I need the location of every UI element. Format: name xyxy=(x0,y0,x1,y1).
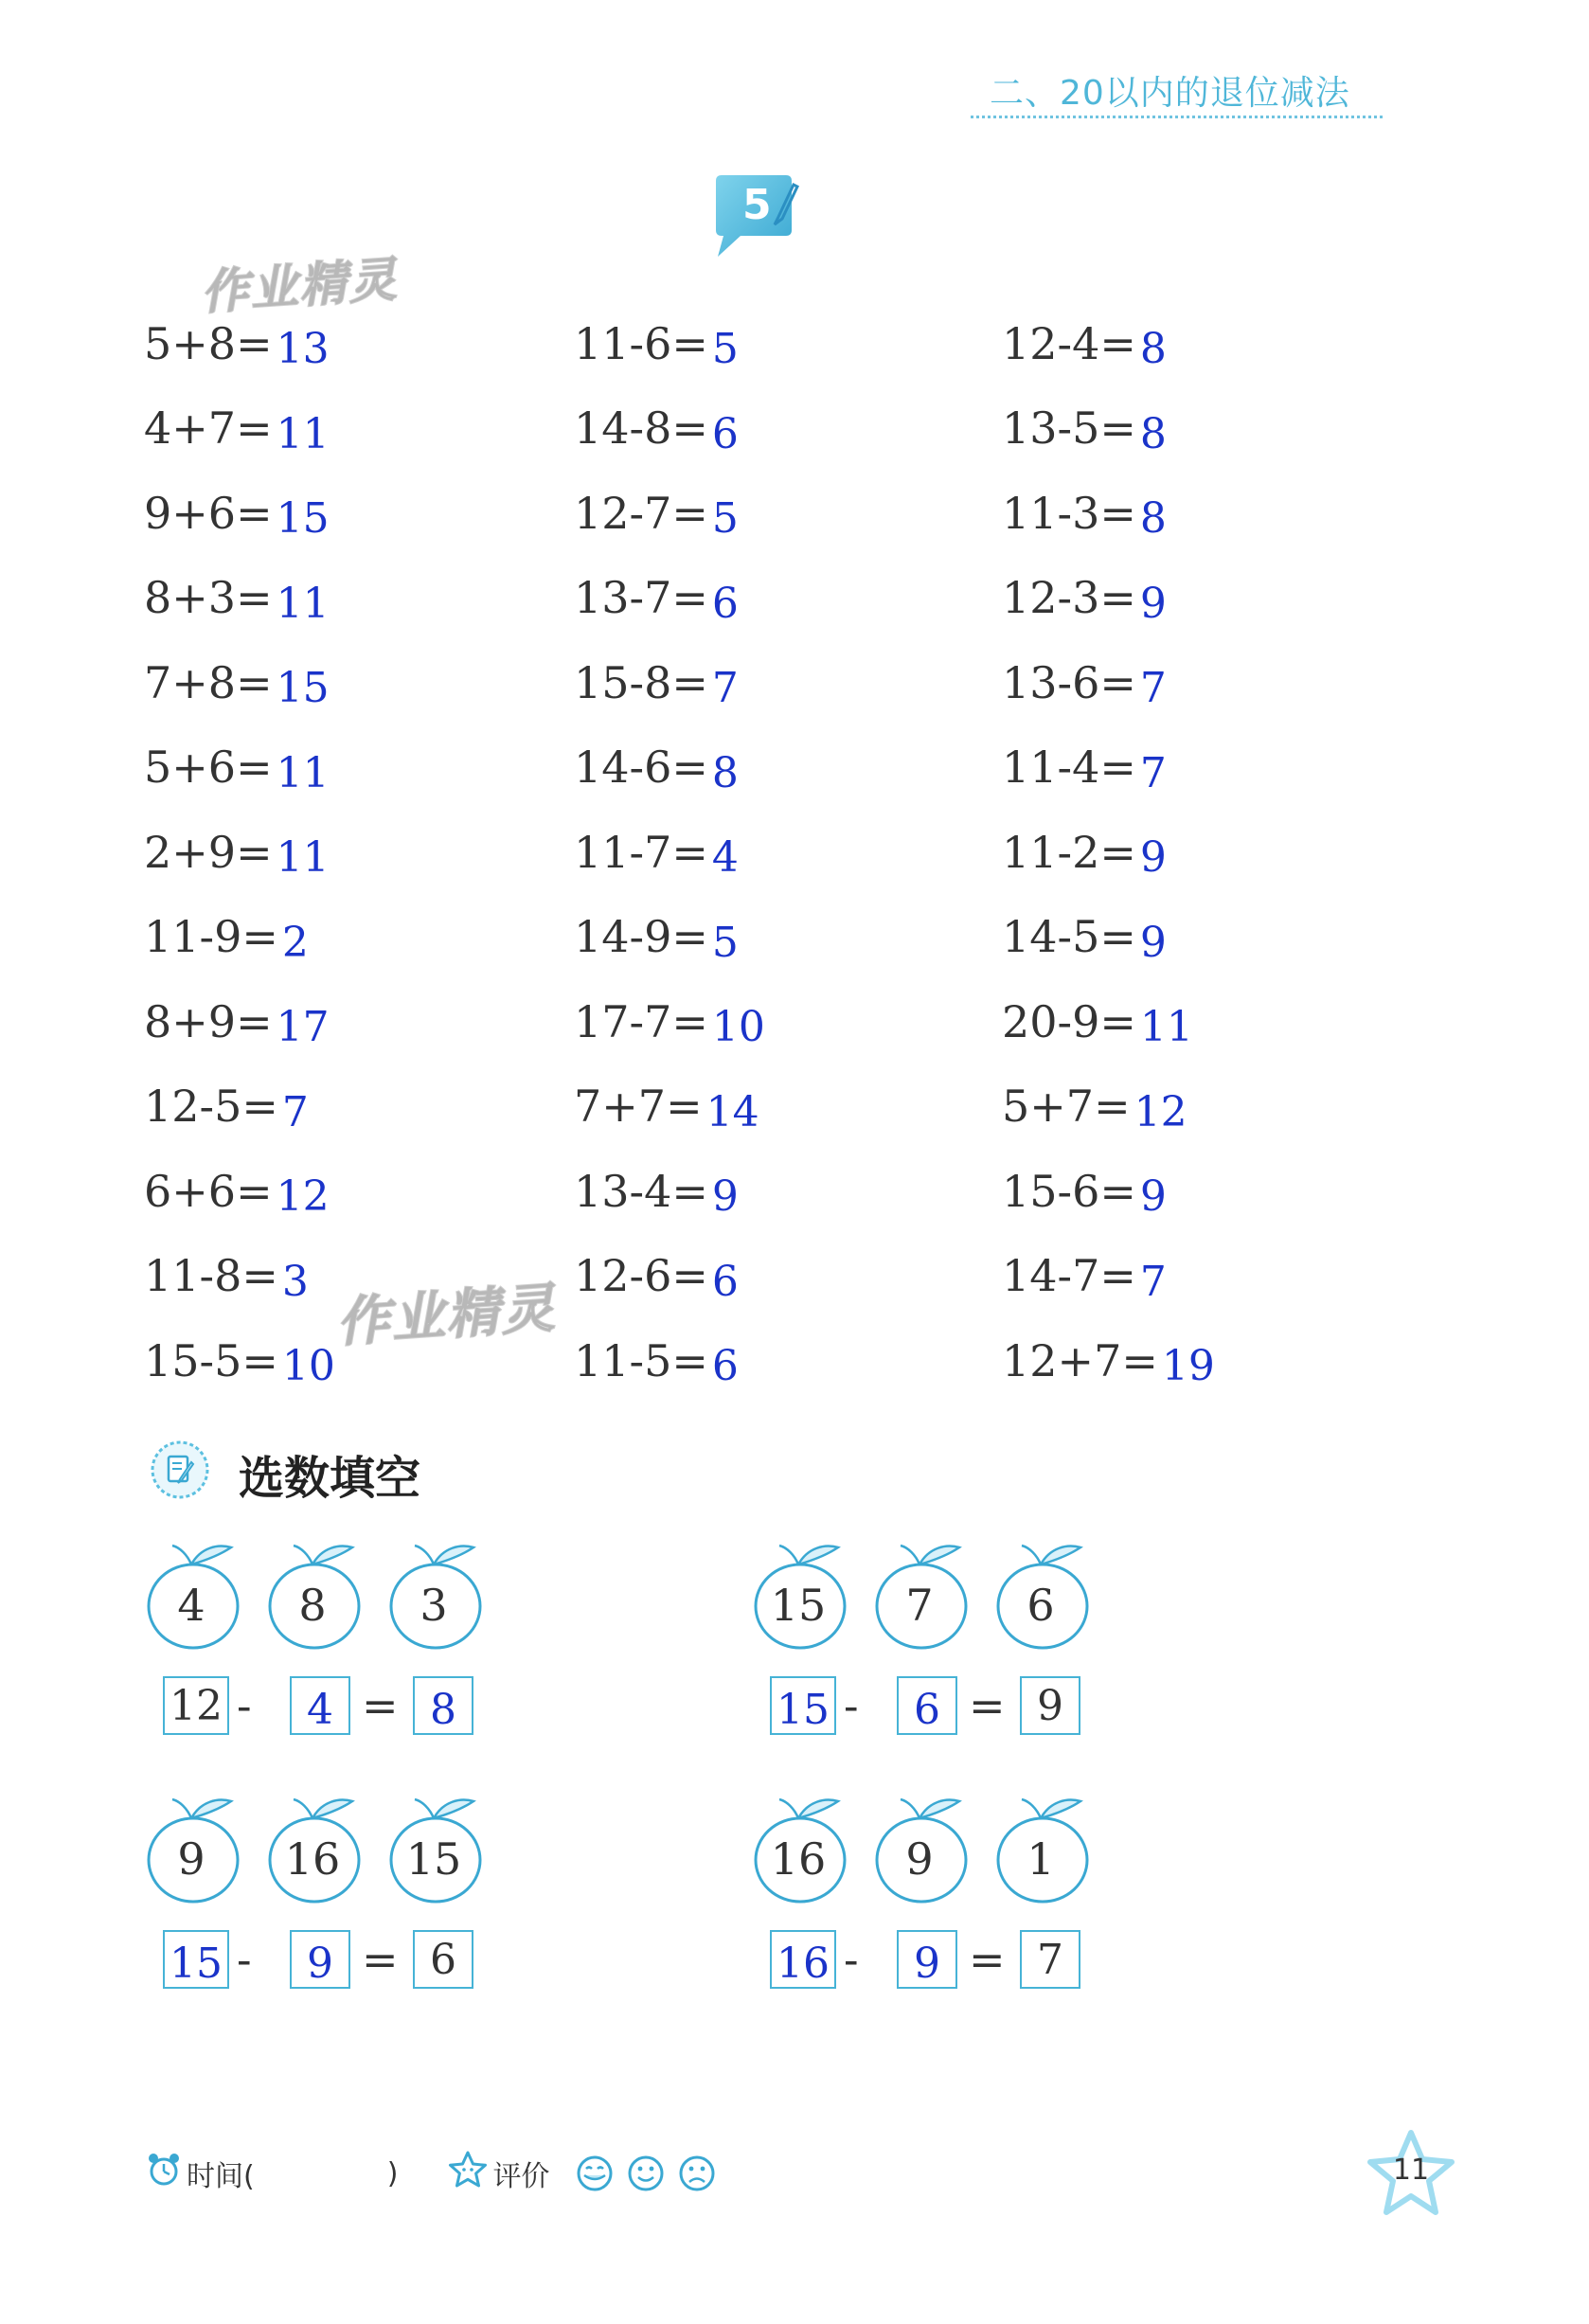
equation-question: 14-5= xyxy=(1002,911,1136,963)
sad-face-icon[interactable] xyxy=(678,2154,716,2192)
answer-row xyxy=(163,1676,561,1743)
minus-sign: - xyxy=(844,1934,859,1985)
equation-question: 2+9= xyxy=(144,826,273,878)
watermark-mid: 作业精灵 xyxy=(334,1277,559,1355)
equation-question: 12-3= xyxy=(1002,572,1136,624)
apple-number: 9 xyxy=(177,1833,205,1885)
equation-question: 5+8= xyxy=(144,317,273,369)
answer-box[interactable]: 12 xyxy=(163,1676,229,1735)
pencil-note-icon xyxy=(150,1439,210,1500)
equation-question: 11-4= xyxy=(1002,742,1136,794)
section-title: 选数填空 xyxy=(239,1452,421,1505)
equation-answer[interactable]: 5 xyxy=(711,325,739,374)
star-icon xyxy=(447,2150,489,2197)
equation-answer[interactable]: 14 xyxy=(705,1087,759,1136)
equation-row xyxy=(1002,895,1215,980)
minus-sign: - xyxy=(844,1680,859,1731)
equation-row xyxy=(574,895,765,980)
equation-answer[interactable]: 7 xyxy=(281,1087,309,1136)
apple-options xyxy=(751,1534,1149,1657)
answer-box[interactable]: 15 xyxy=(770,1676,836,1735)
equation-answer[interactable]: 4 xyxy=(711,833,739,883)
apple-number: 7 xyxy=(905,1580,934,1631)
fill-problem-3 xyxy=(144,1788,542,2025)
equation-answer[interactable]: 15 xyxy=(276,494,330,544)
equals-sign: = xyxy=(362,1934,399,1985)
equation-question: 12-7= xyxy=(574,487,708,539)
equation-answer[interactable]: 11 xyxy=(276,748,330,797)
page-number: 11 xyxy=(1392,2154,1430,2187)
equation-answer[interactable]: 6 xyxy=(711,409,739,458)
equation-row xyxy=(144,1234,335,1319)
equation-answer[interactable]: 12 xyxy=(1134,1087,1187,1136)
answer-box[interactable]: 6 xyxy=(413,1930,473,1989)
equation-answer[interactable]: 7 xyxy=(1139,664,1167,713)
equation-column-3 xyxy=(1002,301,1215,1403)
equation-question: 4+7= xyxy=(144,402,273,455)
equation-answer[interactable]: 8 xyxy=(1139,325,1167,374)
equation-question: 20-9= xyxy=(1002,995,1136,1047)
equation-answer[interactable]: 8 xyxy=(1139,409,1167,458)
equation-answer[interactable]: 5 xyxy=(711,918,739,967)
equals-sign: = xyxy=(969,1934,1006,1985)
page-number-badge xyxy=(1364,2129,1458,2219)
apple-icon[interactable] xyxy=(751,1788,855,1906)
apple-options xyxy=(144,1534,542,1657)
alarm-clock-icon xyxy=(147,2152,181,2195)
lesson-badge xyxy=(712,173,807,259)
rating-label: 评价 xyxy=(492,2160,550,2193)
equation-row xyxy=(144,1064,335,1150)
apple-number: 8 xyxy=(298,1580,327,1631)
equation-column-2 xyxy=(574,301,765,1403)
apple-icon[interactable] xyxy=(751,1534,855,1653)
equation-answer[interactable]: 8 xyxy=(1139,494,1167,544)
apple-number: 4 xyxy=(177,1580,205,1631)
answer-row xyxy=(770,1676,1168,1743)
equation-question: 6+6= xyxy=(144,1165,273,1217)
equation-row xyxy=(1002,1318,1215,1403)
equation-row xyxy=(144,1318,335,1403)
watermark-top: 作业精灵 xyxy=(199,251,401,321)
equation-question: 8+9= xyxy=(144,995,273,1047)
equation-question: 13-7= xyxy=(574,572,708,624)
answer-box[interactable]: 7 xyxy=(1020,1930,1080,1989)
equation-row xyxy=(144,301,335,386)
apple-number: 6 xyxy=(1027,1580,1055,1631)
equation-answer[interactable]: 8 xyxy=(711,748,739,797)
equation-answer[interactable]: 9 xyxy=(1139,579,1167,628)
equation-row xyxy=(574,810,765,895)
equals-sign: = xyxy=(969,1680,1006,1731)
answer-box[interactable]: 6 xyxy=(897,1676,957,1735)
equation-row xyxy=(144,386,335,472)
equation-row xyxy=(1002,979,1215,1064)
apple-number: 1 xyxy=(1027,1833,1055,1885)
equation-question: 12-5= xyxy=(144,1081,278,1133)
equation-row xyxy=(1002,471,1215,556)
equation-row xyxy=(574,471,765,556)
equation-question: 11-7= xyxy=(574,826,708,878)
equation-question: 14-6= xyxy=(574,742,708,794)
equation-question: 15-5= xyxy=(144,1334,278,1386)
equation-row xyxy=(1002,301,1215,386)
equation-question: 8+3= xyxy=(144,572,273,624)
minus-sign: - xyxy=(237,1680,252,1731)
apple-icon[interactable] xyxy=(993,1788,1098,1906)
equation-question: 11-2= xyxy=(1002,826,1136,878)
time-close: ) xyxy=(386,2156,399,2190)
apple-icon[interactable] xyxy=(872,1534,976,1653)
equation-question: 13-4= xyxy=(574,1165,708,1217)
equation-question: 15-8= xyxy=(574,656,708,708)
equation-question: 17-7= xyxy=(574,995,708,1047)
chapter-title: 二、20以内的退位减法 xyxy=(990,74,1350,113)
equation-row xyxy=(574,725,765,811)
answer-box[interactable]: 16 xyxy=(770,1930,836,1989)
equals-sign: = xyxy=(362,1680,399,1731)
equation-answer[interactable]: 9 xyxy=(711,1172,739,1222)
equation-answer[interactable]: 6 xyxy=(711,1342,739,1391)
equation-answer[interactable]: 9 xyxy=(1139,1172,1167,1222)
equation-answer[interactable]: 19 xyxy=(1161,1342,1215,1391)
equation-answer[interactable]: 7 xyxy=(711,664,739,713)
apple-options xyxy=(144,1788,542,1911)
equation-row xyxy=(1002,386,1215,472)
equation-row xyxy=(574,301,765,386)
equation-question: 5+6= xyxy=(144,742,273,794)
answer-box[interactable]: 15 xyxy=(163,1930,229,1989)
equation-answer[interactable]: 5 xyxy=(711,494,739,544)
equation-row xyxy=(144,895,335,980)
equation-row xyxy=(144,725,335,811)
equation-answer[interactable]: 6 xyxy=(711,1257,739,1306)
apple-icon[interactable] xyxy=(386,1788,491,1906)
equation-row xyxy=(574,556,765,641)
equation-row xyxy=(144,556,335,641)
apple-number: 15 xyxy=(770,1580,827,1631)
equation-answer[interactable]: 9 xyxy=(1139,833,1167,883)
equation-answer[interactable]: 10 xyxy=(281,1342,335,1391)
equation-row xyxy=(574,1234,765,1319)
equation-row xyxy=(574,979,765,1064)
apple-icon[interactable] xyxy=(265,1788,369,1906)
apple-icon[interactable] xyxy=(872,1788,976,1906)
equation-answer[interactable]: 11 xyxy=(276,579,330,628)
equation-question: 7+7= xyxy=(574,1081,703,1133)
equation-row xyxy=(1002,1064,1215,1150)
equation-answer[interactable]: 17 xyxy=(276,1003,330,1052)
equation-row xyxy=(1002,1149,1215,1234)
apple-number: 16 xyxy=(284,1833,341,1885)
answer-row xyxy=(770,1930,1168,1996)
equation-question: 15-6= xyxy=(1002,1165,1136,1217)
answer-row xyxy=(163,1930,561,1996)
equation-question: 11-3= xyxy=(1002,487,1136,539)
header-divider xyxy=(971,116,1383,118)
equation-answer[interactable]: 3 xyxy=(281,1257,309,1306)
answer-box[interactable]: 9 xyxy=(1020,1676,1080,1735)
equation-question: 5+7= xyxy=(1002,1081,1131,1133)
equation-answer[interactable]: 13 xyxy=(276,325,330,374)
apple-icon[interactable] xyxy=(144,1788,248,1906)
equation-question: 14-7= xyxy=(1002,1250,1136,1302)
equation-row xyxy=(1002,725,1215,811)
apple-icon[interactable] xyxy=(386,1534,491,1653)
equation-answer[interactable]: 15 xyxy=(276,664,330,713)
equation-row xyxy=(1002,556,1215,641)
equation-column-1 xyxy=(144,301,335,1403)
time-label: 时间( xyxy=(187,2160,255,2193)
apple-number: 16 xyxy=(770,1833,827,1885)
equation-row xyxy=(144,471,335,556)
equation-row xyxy=(1002,1234,1215,1319)
answer-box[interactable]: 9 xyxy=(897,1930,957,1989)
equation-row xyxy=(144,640,335,725)
equation-question: 11-9= xyxy=(144,911,278,963)
apple-number: 15 xyxy=(405,1833,462,1885)
equation-answer[interactable]: 7 xyxy=(1139,1257,1167,1306)
equation-answer[interactable]: 11 xyxy=(1139,1003,1193,1052)
answer-box[interactable]: 9 xyxy=(290,1930,350,1989)
equation-row xyxy=(1002,810,1215,895)
equation-question: 11-5= xyxy=(574,1334,708,1386)
equation-row xyxy=(574,386,765,472)
apple-number: 3 xyxy=(420,1580,448,1631)
equation-row xyxy=(1002,640,1215,725)
apple-icon[interactable] xyxy=(144,1534,248,1653)
answer-box[interactable]: 8 xyxy=(413,1676,473,1735)
equation-answer[interactable]: 11 xyxy=(276,409,330,458)
equation-question: 11-6= xyxy=(574,317,708,369)
fill-problem-2 xyxy=(751,1534,1149,1771)
equation-question: 11-8= xyxy=(144,1250,278,1302)
answer-box[interactable]: 4 xyxy=(290,1676,350,1735)
equation-question: 12+7= xyxy=(1002,1334,1158,1386)
equation-question: 13-5= xyxy=(1002,402,1136,455)
equation-question: 12-6= xyxy=(574,1250,708,1302)
equation-answer[interactable]: 12 xyxy=(276,1172,330,1222)
footer xyxy=(147,2150,716,2197)
equation-row xyxy=(574,1064,765,1150)
apple-icon[interactable] xyxy=(993,1534,1098,1653)
equation-answer[interactable]: 11 xyxy=(276,833,330,883)
equation-row xyxy=(574,640,765,725)
equation-row xyxy=(574,1318,765,1403)
equation-answer[interactable]: 2 xyxy=(281,918,309,967)
fill-problem-4 xyxy=(751,1788,1149,2025)
smile-face-icon[interactable] xyxy=(627,2154,665,2192)
equation-answer[interactable]: 7 xyxy=(1139,748,1167,797)
equation-question: 7+8= xyxy=(144,656,273,708)
equation-question: 13-6= xyxy=(1002,656,1136,708)
equation-answer[interactable]: 9 xyxy=(1139,918,1167,967)
equation-question: 14-9= xyxy=(574,911,708,963)
apple-icon[interactable] xyxy=(265,1534,369,1653)
apple-number: 9 xyxy=(905,1833,934,1885)
equation-answer[interactable]: 6 xyxy=(711,579,739,628)
equation-row xyxy=(574,1149,765,1234)
apple-options xyxy=(751,1788,1149,1911)
equation-row xyxy=(144,979,335,1064)
minus-sign: - xyxy=(237,1934,252,1985)
fill-problem-1 xyxy=(144,1534,542,1771)
equation-answer[interactable]: 10 xyxy=(711,1003,765,1052)
equation-question: 12-4= xyxy=(1002,317,1136,369)
equation-row xyxy=(144,1149,335,1234)
equation-row xyxy=(144,810,335,895)
equation-question: 9+6= xyxy=(144,487,273,539)
happy-face-icon[interactable] xyxy=(576,2154,614,2192)
equation-question: 14-8= xyxy=(574,402,708,455)
lesson-number: 5 xyxy=(742,181,772,229)
